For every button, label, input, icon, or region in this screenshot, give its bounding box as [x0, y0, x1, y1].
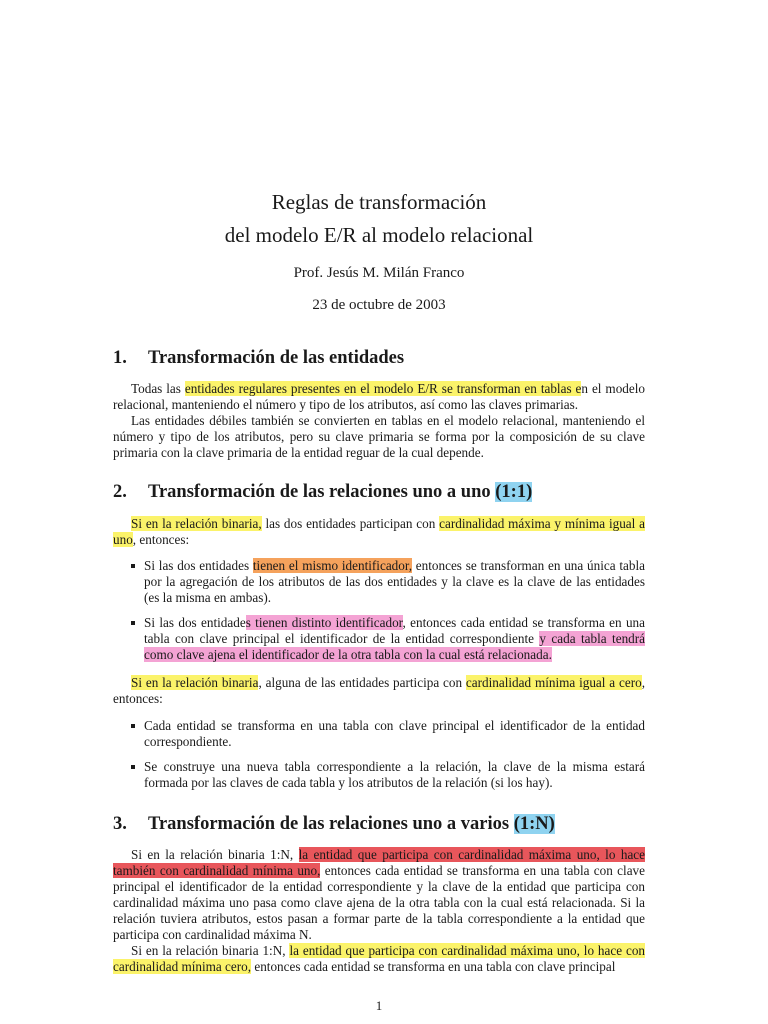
text-run: entonces cada entidad se transforma en una tabla con clave principal el identificador de la entidad correspondiente y la clave de la entidad que participa con cardinalidad máxima uno pasa como clave ajena de la otra tabla con la cual está relacionada. Si la relación tuviera atributos, estos pasan a formar parte de la tabla correspondiente a la entidad que participa con cardinalidad máxima N. — [113, 863, 646, 942]
page-number: 1 — [375, 998, 383, 1013]
bullet-list — [113, 718, 645, 750]
bullet-list — [113, 759, 645, 791]
text-run: , entonces: — [132, 532, 190, 547]
text-run: las dos entidades participan con — [261, 516, 440, 531]
title-line-2: del modelo E/R al modelo relacional — [224, 223, 534, 247]
section-2-body-b — [113, 675, 645, 707]
text-run: , entonces: — [113, 675, 645, 706]
section-2-heading — [113, 482, 532, 503]
highlight-pink: s tienen distinto identificador — [245, 615, 403, 630]
paragraph — [113, 847, 645, 943]
paragraph — [113, 516, 645, 548]
section-2-body-a — [113, 516, 645, 548]
title-line-1: Reglas de transformación — [271, 190, 487, 214]
section-number: 3. — [113, 814, 127, 834]
highlight-red: la entidad que participa con cardinalidad máxima uno, lo hace también con cardinalidad mínima uno, — [113, 847, 646, 878]
text-run: Si las dos entidade — [144, 615, 246, 630]
list-item: Cada entidad se transforma en una tabla con clave principal el identificador de la entidad correspondiente. — [113, 718, 645, 750]
text-run: Si en la relación binaria 1:N, — [131, 943, 290, 958]
text-run: entonces cada entidad se transforma en una tabla con clave principal — [251, 959, 616, 974]
bullet-list — [113, 558, 645, 606]
highlight-yellow: Si en la relación binaria — [131, 675, 259, 690]
highlight-blue: (1:1) — [495, 482, 533, 502]
highlight-yellow: entidades regulares presentes en el modelo E/R se transforman en tablas e — [184, 381, 582, 396]
paragraph — [113, 675, 645, 707]
highlight-yellow: cardinalidad máxima y mínima igual a uno — [113, 516, 645, 547]
paragraph: Las entidades débiles también se convierten en tablas en el modelo relacional, manteniendo el número y tipo de los atributos, pero su clave primaria se forma por la composición de su clave primaria con la clave primaria de la entidad reguar de la cual depende. — [113, 413, 645, 460]
section-number: 2. — [113, 482, 127, 502]
list-item — [113, 615, 645, 663]
author: Prof. Jesús M. Milán Franco — [293, 265, 465, 281]
text-run: entonces se transforman en una única tabla por la agregación de los atributos de las dos entidades y la clave es la clave de las entidades (es la misma en ambas). — [144, 558, 645, 605]
highlight-yellow: la entidad que participa con cardinalidad máxima uno, lo hace con cardinalidad mínima cero, — [113, 943, 646, 974]
bullet-list — [113, 615, 645, 663]
text-run: , entonces cada entidad se transforma en una tabla con clave principal el identificador de la entidad correspondiente — [144, 615, 645, 646]
highlight-orange: tienen el mismo identificador, — [252, 558, 413, 573]
text-run: , alguna de las entidades participa con — [258, 675, 466, 690]
date: 23 de octubre de 2003 — [312, 297, 446, 313]
text-run: n el modelo relacional, manteniendo el número y tipo de los atributos, así como las claves primarias. — [113, 381, 645, 412]
list-item: Se construye una nueva tabla correspondiente a la relación, la clave de la misma estará formada por las claves de cada tabla y los atributos de la relación (si los hay). — [113, 759, 645, 791]
highlight-pink: y cada tabla tendrá como clave ajena el identificador de la otra tabla con la cual está relacionada. — [144, 631, 645, 662]
highlight-yellow: Si en la relación binaria, — [131, 516, 262, 531]
section-title: Transformación de las relaciones uno a varios — [148, 814, 514, 834]
highlight-blue: (1:N) — [513, 814, 555, 834]
section-number: 1. — [113, 348, 127, 368]
paragraph — [113, 381, 645, 413]
section-3-heading — [113, 814, 555, 835]
highlight-yellow: cardinalidad mínima igual a cero — [465, 675, 642, 690]
section-title: Transformación de las relaciones uno a uno — [148, 482, 496, 502]
section-3-body — [113, 847, 645, 975]
document-title — [113, 186, 645, 252]
section-1-heading — [113, 348, 404, 369]
section-title: Transformación de las entidades — [148, 348, 405, 368]
text-run: Si las dos entidades — [144, 558, 253, 573]
section-1-body — [113, 381, 645, 461]
paragraph — [113, 943, 645, 975]
list-item — [113, 558, 645, 606]
text-run: Todas las — [131, 381, 185, 396]
text-run: Si en la relación binaria 1:N, — [131, 847, 299, 862]
